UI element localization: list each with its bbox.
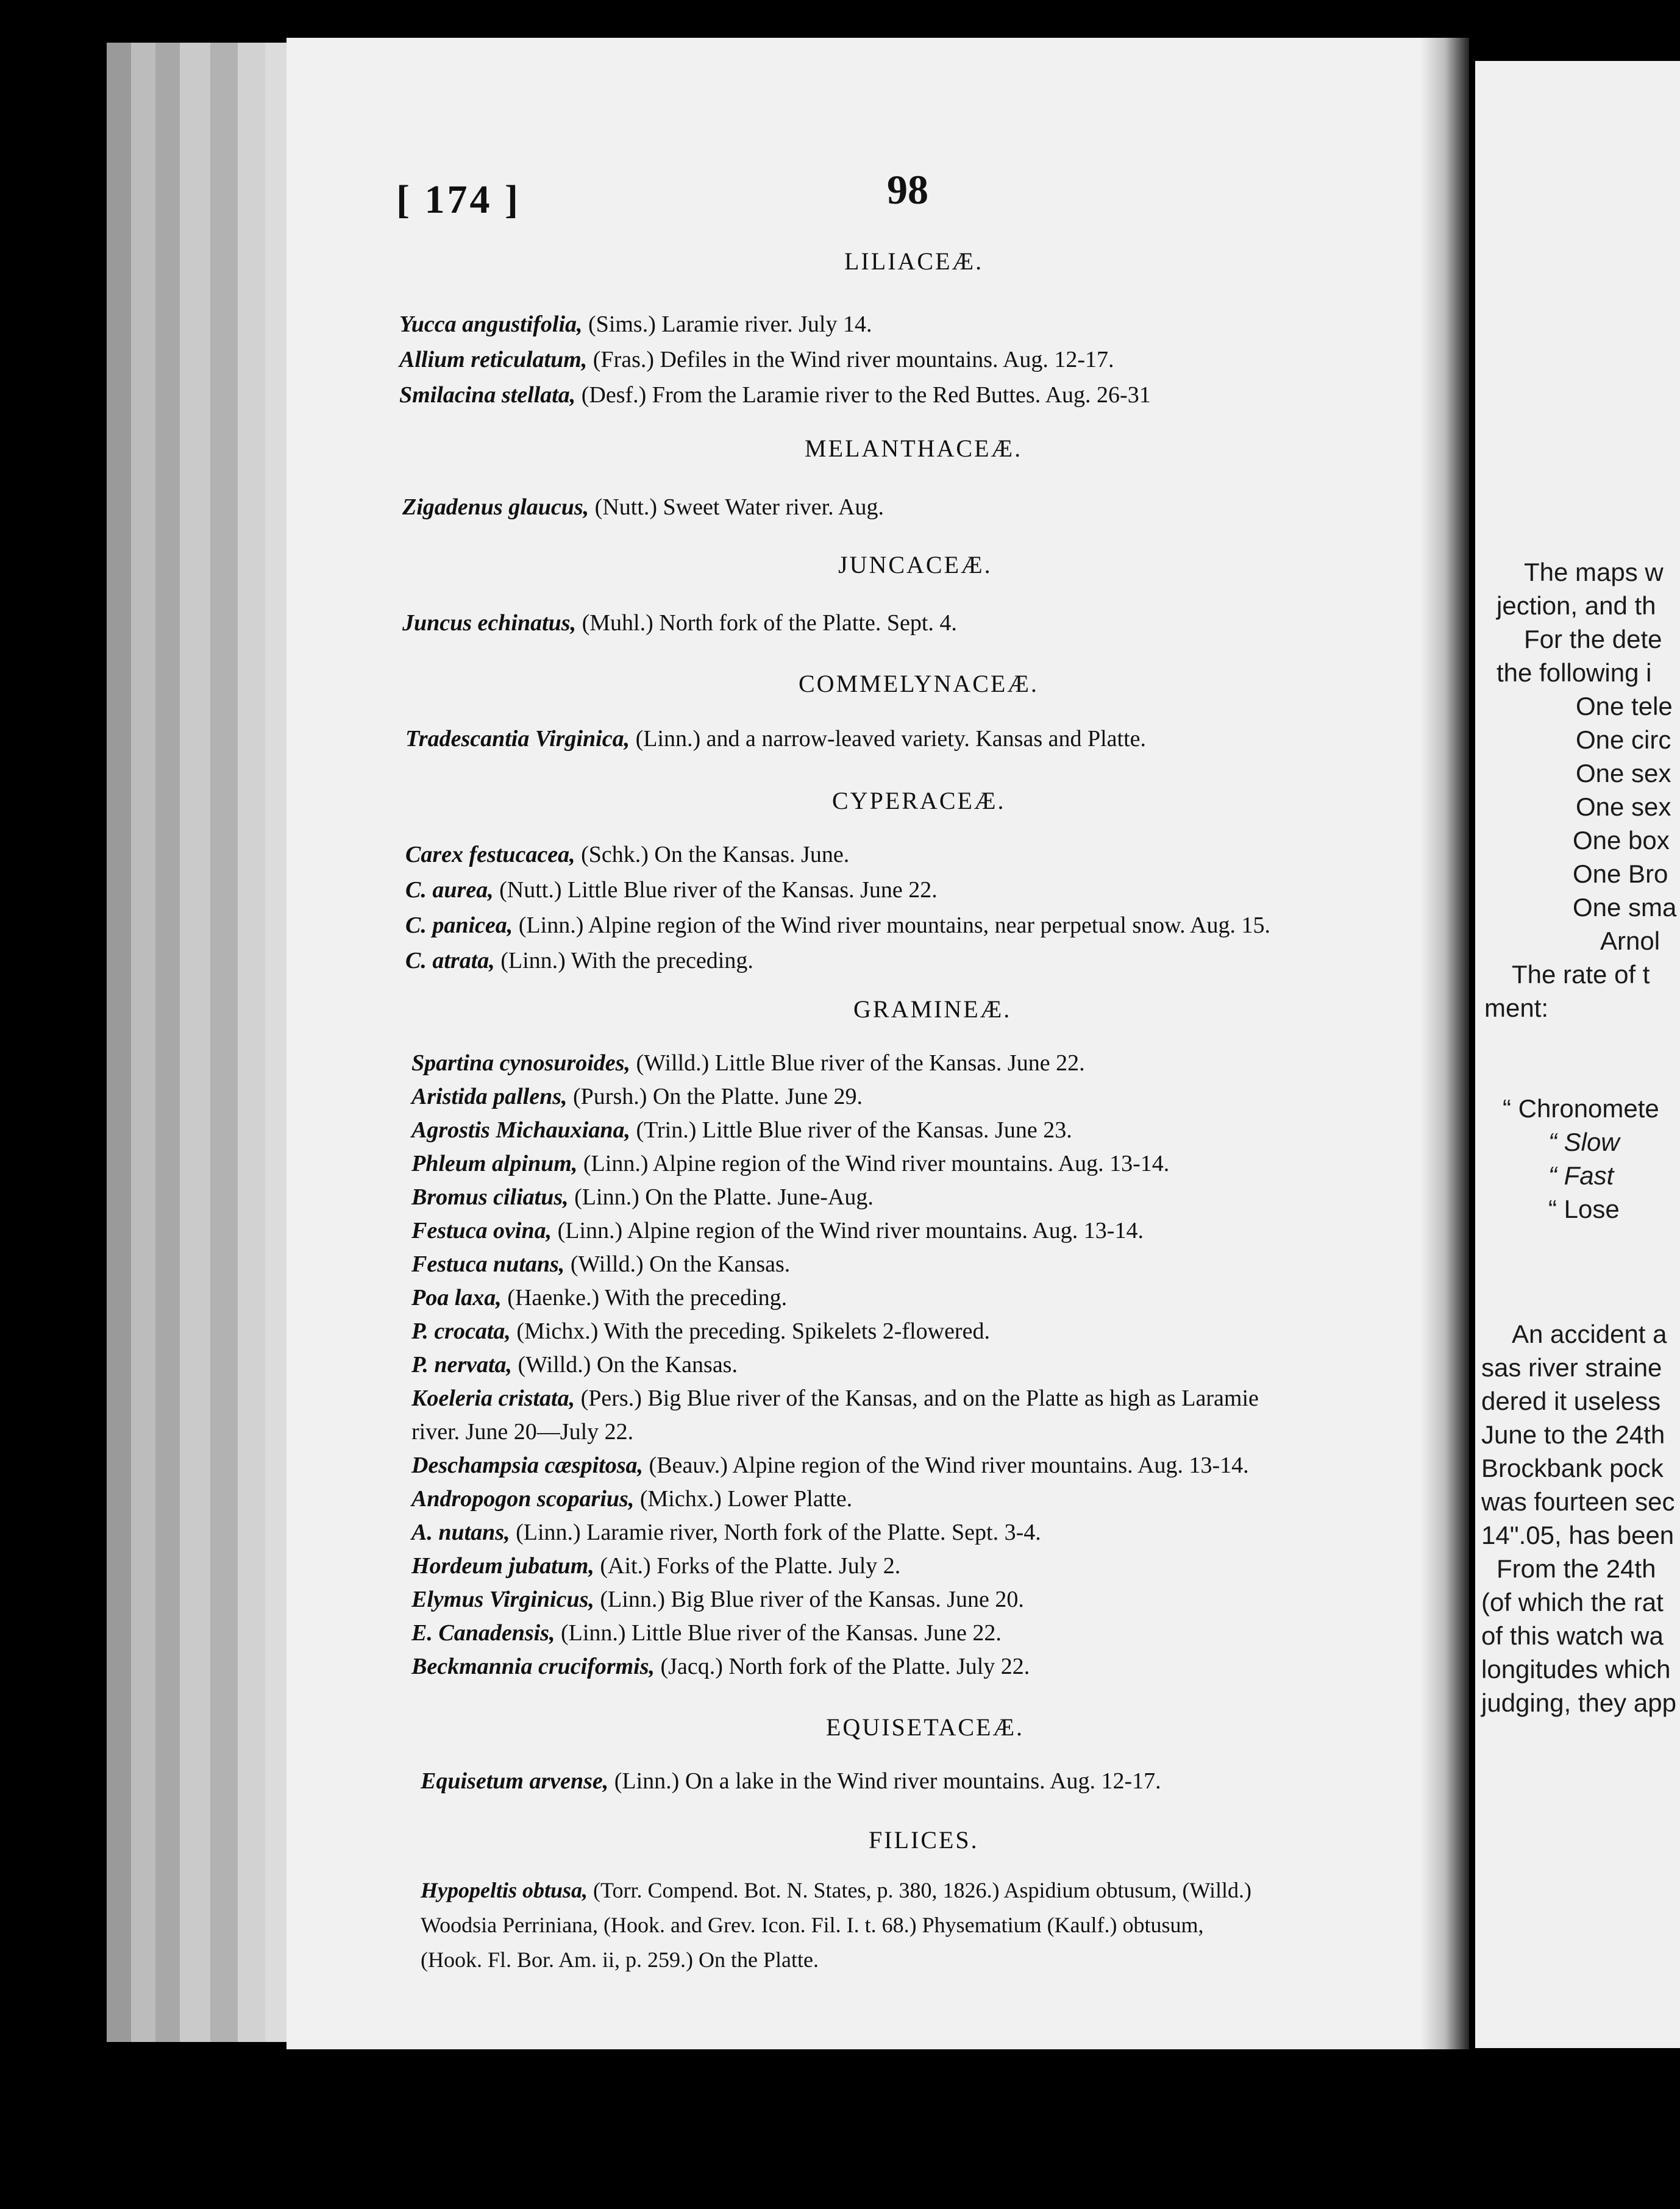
facing-line: Brockbank pock xyxy=(1481,1454,1664,1482)
family-heading: FILICES. xyxy=(869,1826,979,1854)
family-heading: LILIACEÆ. xyxy=(844,247,984,275)
species-entry: Hordeum jubatum, (Ait.) Forks of the Platte. July 2. xyxy=(411,1553,901,1579)
species-entry: C. aurea, (Nutt.) Little Blue river of the Kansas. June 22. xyxy=(405,877,938,903)
family-heading: JUNCACEÆ. xyxy=(838,551,992,578)
facing-line: From the 24th xyxy=(1497,1554,1656,1583)
species-entry-continuation: Woodsia Perriniana, (Hook. and Grev. Icon. Fil. I. t. 68.) Physematium (Kaulf.) obtusum, xyxy=(421,1913,1204,1937)
facing-page xyxy=(1475,61,1680,2048)
facing-line: “ Lose xyxy=(1548,1195,1620,1223)
species-entry: Bromus ciliatus, (Linn.) On the Platte. June-Aug. xyxy=(411,1184,874,1210)
species-entry: Andropogon scoparius, (Michx.) Lower Platte. xyxy=(411,1486,853,1512)
facing-line: of this watch wa xyxy=(1481,1621,1664,1650)
facing-line: ment: xyxy=(1484,994,1549,1022)
species-entry: Beckmannia cruciformis, (Jacq.) North fork of the Platte. July 22. xyxy=(411,1654,1030,1679)
family-heading: MELANTHACEÆ. xyxy=(805,435,1023,462)
species-entry: Smilacina stellata, (Desf.) From the Laramie river to the Red Buttes. Aug. 26-31 xyxy=(399,382,1151,408)
facing-line: the following i xyxy=(1497,658,1652,687)
species-entry-continuation: (Hook. Fl. Bor. Am. ii, p. 259.) On the Platte. xyxy=(421,1948,819,1972)
facing-line: jection, and th xyxy=(1497,591,1656,620)
sheet-number: [ 174 ] xyxy=(396,177,521,222)
species-entry: Yucca angustifolia, (Sims.) Laramie river. July 14. xyxy=(399,311,872,337)
facing-line: was fourteen sec xyxy=(1481,1487,1675,1516)
species-entry: Tradescantia Virginica, (Linn.) and a narrow-leaved variety. Kansas and Platte. xyxy=(405,726,1147,752)
facing-line: One box xyxy=(1573,826,1670,855)
species-entry: Phleum alpinum, (Linn.) Alpine region of the Wind river mountains. Aug. 13-14. xyxy=(411,1151,1170,1176)
species-entry: Deschampsia cæspitosa, (Beauv.) Alpine region of the Wind river mountains. Aug. 13-14. xyxy=(411,1453,1249,1478)
species-entry: Elymus Virginicus, (Linn.) Big Blue river of the Kansas. June 20. xyxy=(411,1587,1024,1612)
facing-line: One circ xyxy=(1576,725,1671,754)
species-entry: Agrostis Michauxiana, (Trin.) Little Blue river of the Kansas. June 23. xyxy=(411,1117,1072,1143)
facing-line: longitudes which xyxy=(1481,1655,1671,1684)
family-heading: GRAMINEÆ. xyxy=(853,995,1012,1023)
facing-line: “ Slow xyxy=(1548,1128,1620,1156)
facing-line: “ Fast xyxy=(1548,1161,1614,1190)
facing-line: (of which the rat xyxy=(1481,1588,1664,1617)
facing-line: One Bro xyxy=(1573,859,1668,888)
species-entry: Koeleria cristata, (Pers.) Big Blue river of the Kansas, and on the Platte as high as Laramie xyxy=(411,1386,1259,1411)
family-heading: COMMELYNACEÆ. xyxy=(799,670,1039,697)
facing-line: Arnol xyxy=(1600,927,1660,955)
species-entry: Equisetum arvense, (Linn.) On a lake in the Wind river mountains. Aug. 12-17. xyxy=(421,1768,1161,1794)
facing-line: The rate of t xyxy=(1512,960,1650,989)
facing-line: One tele xyxy=(1576,692,1673,720)
facing-line: “ Chronomete xyxy=(1503,1094,1659,1123)
book-page xyxy=(287,38,1445,2049)
species-entry: E. Canadensis, (Linn.) Little Blue river of the Kansas. June 22. xyxy=(411,1620,1002,1646)
facing-line: 14".05, has been xyxy=(1481,1521,1675,1549)
species-entry: Festuca nutans, (Willd.) On the Kansas. xyxy=(411,1251,791,1277)
species-entry: Carex festucacea, (Schk.) On the Kansas. June. xyxy=(405,842,850,867)
facing-line: dered it useless xyxy=(1481,1387,1661,1415)
page-number: 98 xyxy=(887,166,928,213)
facing-line: One sex xyxy=(1576,792,1671,821)
species-entry: Festuca ovina, (Linn.) Alpine region of the Wind river mountains. Aug. 13-14. xyxy=(411,1218,1144,1243)
species-entry: C. atrata, (Linn.) With the preceding. xyxy=(405,948,753,973)
species-entry-continuation: river. June 20—July 22. xyxy=(411,1419,634,1445)
species-entry: Juncus echinatus, (Muhl.) North fork of the Platte. Sept. 4. xyxy=(402,610,957,636)
book-page-edges xyxy=(107,43,290,2042)
species-entry: Aristida pallens, (Pursh.) On the Platte. June 29. xyxy=(411,1084,863,1109)
species-entry: A. nutans, (Linn.) Laramie river, North fork of the Platte. Sept. 3-4. xyxy=(411,1520,1041,1545)
species-entry: Allium reticulatum, (Fras.) Defiles in the Wind river mountains. Aug. 12-17. xyxy=(399,347,1114,372)
species-entry: Hypopeltis obtusa, (Torr. Compend. Bot. N. States, p. 380, 1826.) Aspidium obtusum, (Willd.) xyxy=(421,1878,1252,1902)
facing-line: One sma xyxy=(1573,893,1677,922)
facing-line: June to the 24th xyxy=(1481,1420,1665,1449)
facing-line: For the dete xyxy=(1524,625,1662,653)
facing-line: The maps w xyxy=(1524,558,1664,586)
facing-line: An accident a xyxy=(1512,1320,1667,1348)
facing-line: One sex xyxy=(1576,759,1671,788)
facing-line: sas river straine xyxy=(1481,1353,1662,1382)
family-heading: CYPERACEÆ. xyxy=(832,787,1006,814)
page-gutter xyxy=(1420,38,1469,2049)
species-entry: Zigadenus glaucus, (Nutt.) Sweet Water river. Aug. xyxy=(402,494,884,520)
species-entry: Spartina cynosuroides, (Willd.) Little Blue river of the Kansas. June 22. xyxy=(411,1050,1085,1076)
species-entry: Poa laxa, (Haenke.) With the preceding. xyxy=(411,1285,788,1311)
species-entry: P. nervata, (Willd.) On the Kansas. xyxy=(411,1352,738,1378)
family-heading: EQUISETACEÆ. xyxy=(826,1713,1025,1741)
species-entry: C. panicea, (Linn.) Alpine region of the Wind river mountains, near perpetual snow. Aug. 15. xyxy=(405,912,1270,938)
species-entry: P. crocata, (Michx.) With the preceding. Spikelets 2-flowered. xyxy=(411,1318,990,1344)
facing-line: judging, they app xyxy=(1481,1688,1676,1717)
